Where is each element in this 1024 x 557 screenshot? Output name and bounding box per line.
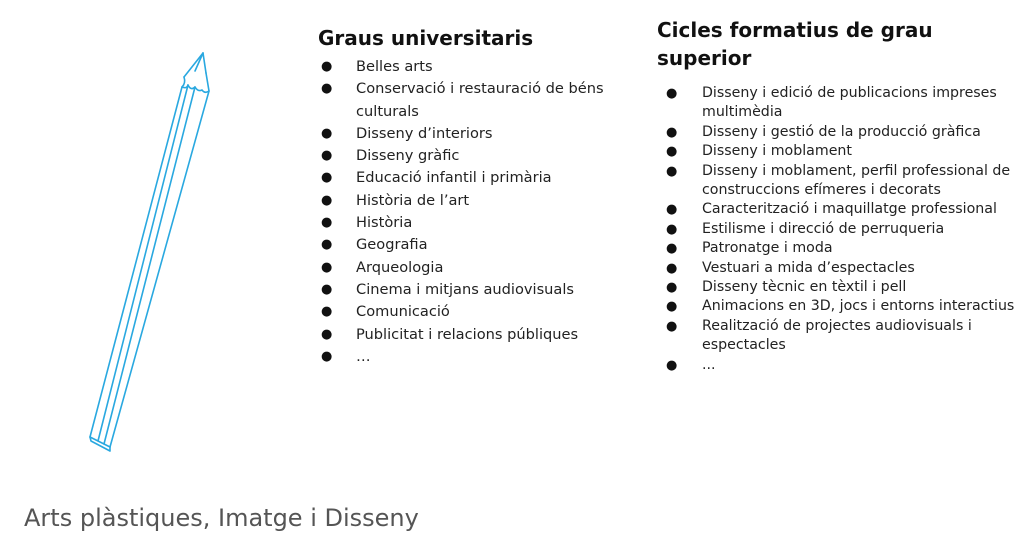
bullet-icon: ●	[666, 202, 678, 218]
bullet-icon: ●	[666, 318, 678, 334]
list-item	[657, 142, 1017, 161]
list-item-label: Realització de projectes audiovisuals i espectacles	[702, 317, 972, 354]
list-item-label: Història	[356, 214, 413, 232]
list-item	[657, 259, 1017, 278]
bullet-icon: ●	[321, 281, 333, 297]
list-item	[318, 123, 638, 145]
bullet-icon: ●	[321, 259, 333, 275]
list-item	[318, 346, 638, 368]
bullet-icon: ●	[321, 59, 333, 74]
list-item-label: Caracterització i maquillatge professional	[702, 201, 997, 218]
list-item-label: Belles arts	[356, 58, 433, 75]
list-item-label: Disseny d’interiors	[356, 124, 493, 142]
universitary-degrees-section	[318, 24, 638, 368]
bullet-icon: ●	[666, 241, 678, 257]
list-item	[657, 123, 1017, 142]
list-item-label: Arqueologia	[356, 258, 444, 276]
list-item-label: Cinema i mitjans audiovisuals	[356, 280, 575, 298]
bullet-icon: ●	[666, 260, 678, 276]
section-title: Cicles formatius de grau superior	[657, 18, 933, 70]
list-item-label: Educació infantil i primària	[356, 169, 552, 187]
bullet-icon: ●	[666, 144, 678, 160]
list-item	[657, 84, 1017, 123]
bullet-icon: ●	[321, 192, 333, 208]
list-item	[318, 56, 638, 78]
list-item	[318, 212, 638, 234]
list-item-label: Disseny tècnic en tèxtil i pell	[702, 279, 907, 296]
list-item-label: Disseny i moblament	[702, 143, 852, 160]
list-item	[657, 200, 1017, 219]
bullet-icon: ●	[666, 280, 678, 296]
list-item	[657, 356, 1017, 375]
list-item	[318, 78, 638, 123]
list-item	[657, 162, 1017, 201]
list-item	[318, 167, 638, 189]
list-item	[318, 190, 638, 212]
bullet-icon: ●	[321, 170, 333, 186]
list-item-label: Disseny i gestió de la producció gràfica	[702, 123, 981, 140]
list-item-label: Estilisme i direcció de perruqueria	[702, 220, 945, 237]
bullet-icon: ●	[666, 357, 678, 373]
list-item	[657, 297, 1017, 316]
bullet-icon: ●	[321, 304, 333, 320]
bullet-icon: ●	[666, 86, 678, 101]
training-list	[657, 84, 1017, 375]
list-item	[318, 324, 638, 346]
vocational-training-section	[657, 16, 1017, 375]
bullet-icon: ●	[666, 124, 678, 140]
footer-title: Arts plàstiques, Imatge i Disseny	[24, 504, 419, 532]
list-item-label: Geografia	[356, 236, 428, 254]
list-item-label: ...	[702, 356, 716, 373]
list-item-label: Disseny gràfic	[356, 147, 460, 165]
bullet-icon: ●	[321, 125, 333, 141]
pencil-icon	[70, 45, 230, 455]
bullet-icon: ●	[321, 348, 333, 364]
list-item	[657, 220, 1017, 239]
list-item	[318, 301, 638, 323]
list-item	[318, 279, 638, 301]
bullet-icon: ●	[666, 299, 678, 315]
list-item	[318, 145, 638, 167]
bullet-icon: ●	[321, 215, 333, 231]
bullet-icon: ●	[321, 326, 333, 342]
list-item-label: Disseny i moblament, perfil professional de construccions efímeres i decorats	[702, 162, 1011, 199]
list-item-label: Conservació i restauració de béns culturals	[356, 80, 604, 120]
list-item	[657, 317, 1017, 356]
bullet-icon: ●	[666, 163, 678, 179]
list-item-label: Disseny i edició de publicacions impreses multimèdia	[702, 85, 997, 121]
bullet-icon: ●	[321, 237, 333, 253]
list-item-label: Patronatge i moda	[702, 240, 833, 257]
list-item-label: Animacions en 3D, jocs i entorns interactius	[702, 298, 1015, 315]
list-item	[318, 234, 638, 256]
list-item	[318, 257, 638, 279]
list-item-label: Publicitat i relacions públiques	[356, 325, 579, 343]
degree-list	[318, 56, 638, 368]
section-title: Graus universitaris	[318, 26, 534, 50]
bullet-icon: ●	[321, 148, 333, 164]
list-item-label: Història de l’art	[356, 191, 470, 209]
list-item	[657, 239, 1017, 258]
list-item-label: …	[356, 347, 371, 365]
bullet-icon: ●	[666, 221, 678, 237]
list-item	[657, 278, 1017, 297]
list-item-label: Vestuari a mida d’espectacles	[702, 259, 915, 276]
bullet-icon: ●	[321, 81, 333, 97]
list-item-label: Comunicació	[356, 303, 450, 321]
